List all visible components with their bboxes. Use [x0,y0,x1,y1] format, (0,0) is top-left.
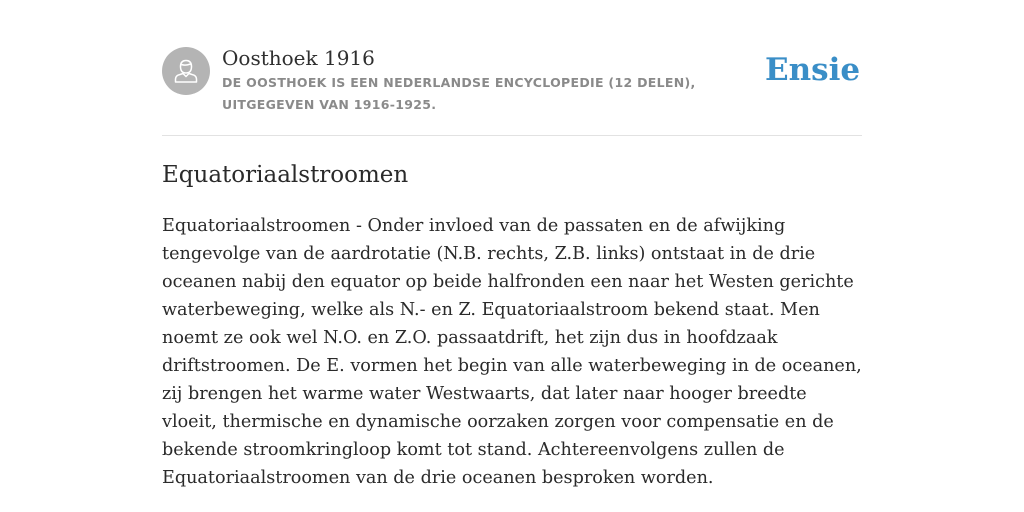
user-silhouette-icon [171,56,201,86]
author-header [162,46,862,126]
author-avatar[interactable] [162,47,210,95]
ensie-logo[interactable]: Ensie [765,52,861,88]
author-description: DE OOSTHOEK IS EEN NEDERLANDSE ENCYCLOPEDIE (12 DELEN), UITGEGEVEN VAN 1916-1925. [222,75,696,112]
author-name[interactable]: Oosthoek 1916 [222,46,375,70]
article-title: Equatoriaalstroomen [162,162,409,188]
article-card [162,0,862,512]
article-body: Equatoriaalstroomen - Onder invloed van de passaten en de afwijking tengevolge van de aardrotatie (N.B. rechts, Z.B. links) ontstaat in de drie oceanen nabij den equator op beide halfronden een naar het Westen gerichte waterbeweging, welke als N.- en Z. Equatoriaalstroom bekend staat. Men noemt ze ook wel N.O. en Z.O. passaatdrift, het zijn dus in hoofdzaak driftstroomen. De E. vormen het begin van alle waterbeweging in de oceanen, zij brengen het warme water Westwaarts, dat later naar hooger breedte vloeit, thermische en dynamische oorzaken zorgen voor compensatie en de bekende stroomkringloop komt tot stand. Achtereenvolgens zullen de Equatoriaalstroomen van de drie oceanen besproken worden. [162,216,862,488]
header-divider [162,135,862,136]
